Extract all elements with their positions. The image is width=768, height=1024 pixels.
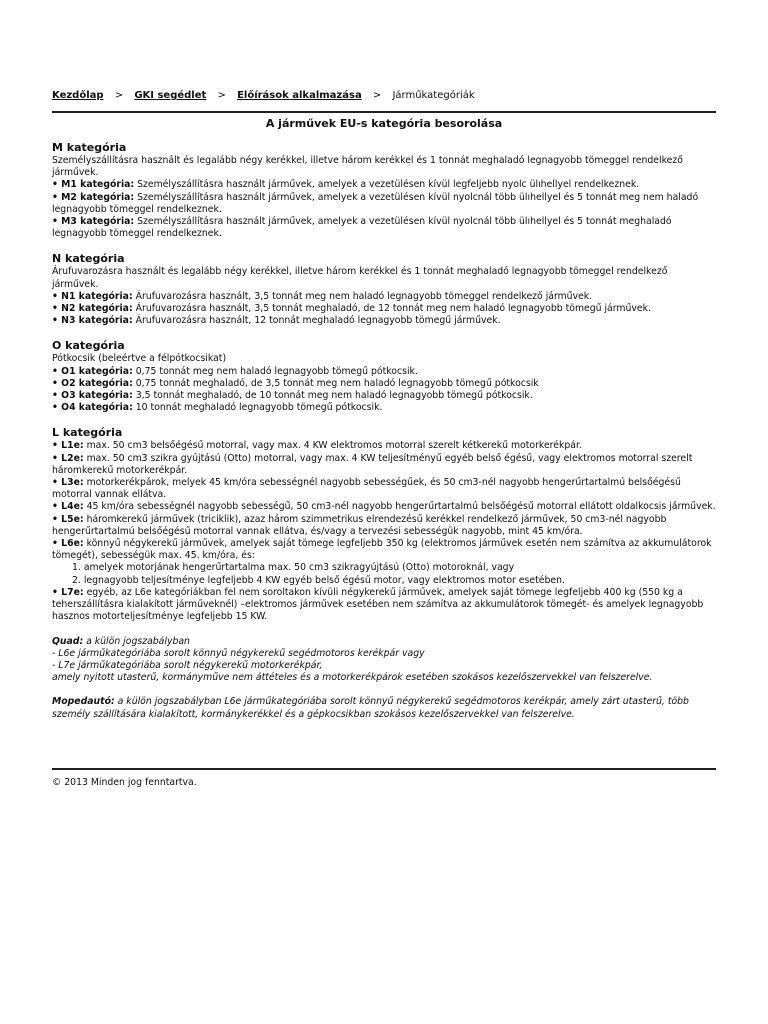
sub-list-item: 1. amelyek motorjának hengerűrtartalma max. 50 cm3 szikragyújtású (Otto) motoroknál, vagy [72,562,515,574]
section-heading: N kategória [52,252,125,266]
item-label: • L5e: [52,513,84,525]
item-label: • O4 kategória: [52,402,133,414]
list-item [52,179,716,191]
item-text: Személyszállításra használt járművek, amelyek a vezetülésen kívül legfeljebb nyolc ülıhellyel rendelkeznek. [134,179,640,191]
item-text: háromkerekű járművek (triciklik), azaz három szimmetrikus elrendezésű kerékkel rendelkező járművek, 50 cm3-nél nagyobb hengerűrtartalmú belsőégésű motorral vannak ellátva, és/vagy a tervezési sebességük nagyobb, mint 45 km/óra. [52,513,667,537]
moped-text: a külön jogszabályban L6e járműkategóriába sorolt könnyű négykerekű segédmotoros kerékpár, amely zárt utasterű, több személy szállítására kialakított, kormánykerékkel és a gépkocsikban szokásos kezelőszervekkel van felszerelve. [52,696,689,720]
section-m [52,141,716,240]
item-text: max. 50 cm3 szikra gyújtású (Otto) motorral, vagy max. 4 KW teljesítményű egyéb belső égésű, vagy elektromos motorral szerelt háromkerekű motorkerékpár. [52,452,693,476]
item-label: • M2 kategória: [52,191,135,203]
list-item [52,440,716,452]
list-item [52,378,716,390]
breadcrumb-current: Járműkategóriák [392,90,475,101]
section-intro: Pótkocsik (beleértve a félpótkocsikat) [52,353,227,365]
item-label: • L3e: [52,477,84,489]
list-item [52,453,716,477]
list-item [52,192,716,216]
breadcrumb-link-home[interactable]: Kezdőlap [52,90,104,101]
item-text: Személyszállításra használt járművek, amelyek a vezetülésen kívül nyolcnál több ülıhellyel és 5 tonnát meg nem haladó legnagyobb tömeggel rendelkeznek. [52,191,699,215]
item-label: • L7e: [52,586,84,598]
item-label: • L4e: [52,501,84,513]
section-n [52,252,716,327]
quad-note-line: - L6e járműkategóriába sorolt könnyű négykerekű segédmotoros kerékpár vagy [52,647,425,659]
section-heading: M kategória [52,141,127,154]
list-item [52,587,716,624]
footer-divider [52,768,716,770]
list-item [52,501,716,513]
list-item [52,315,716,327]
list-item [52,366,716,378]
item-text: 45 km/óra sebességnél nagyobb sebességű, 50 cm3-nél nagyobb hengerűrtartalmú belsőégésű motorral ellátott oldalkocsis járművek. [83,501,716,513]
list-item [52,477,716,501]
section-o [52,339,716,414]
item-label: • O2 kategória: [52,377,133,389]
quad-note-line: amely nyitott utasterű, kormányművе nem áttételes és a motorkerékpárok esetében szokásos kezelőszervekkel van felszerelve. [52,672,653,684]
breadcrumb-separator: > [114,90,124,101]
item-text: max. 50 cm3 belsőégésű motorral, vagy max. 4 KW elektromos motorral szerelt kétkerekű motorkerékpár. [83,440,582,452]
item-label: • N1 kategória: [52,290,133,302]
main-content [52,141,716,721]
quad-note-line: - L7e járműkategóriába sorolt négykerekű motorkerékpár, [52,659,323,671]
item-label: • N3 kategória: [52,315,133,327]
item-text: Árufuvarozásra használt, 3,5 tonnát meg nem haladó legnagyobb tömeggel rendelkező járművek. [132,290,593,302]
breadcrumb-link-gki[interactable]: GKI segédlet [134,90,207,101]
list-item [52,390,716,402]
list-item [52,514,716,538]
list-item [52,402,716,414]
moped-note [52,696,716,720]
page-title: A járművek EU-s kategória besorolása [265,117,503,130]
item-label: • L1e: [52,440,84,452]
item-text: egyéb, az L6e kategóriákban fel nem soroltakon kívüli négykerekű járművek, amelyek saját tömege legfeljebb 400 kg (550 kg a teherszállításra kialakított járműveknél) –elektromos járművek esetében nem számítva az akkumulátorok tömegét- és amelyek legnagyobb hasznos motorteljesítménye legfeljebb 15 KW. [52,586,704,623]
breadcrumb-separator: > [372,90,382,101]
list-item [52,538,716,562]
item-text: motorkerékpárok, melyek 45 km/óra sebességnél nagyobb sebességűek, és 50 cm3-nél nagyobb hengerűrtartalmú belsőégésű motorral vannak ellátva. [52,477,681,501]
item-label: • O3 kategória: [52,390,133,402]
item-label: • L2e: [52,452,84,464]
notes [52,636,716,721]
item-text: 3,5 tonnát meghaladó, de 10 tonnát meg nem haladó legnagyobb tömegű pótkocsik. [132,390,533,402]
section-intro: Személyszállításra használt és legalább négy kerékkel, illetve három kerékkel és 1 tonnát meghaladó legnagyobb tömeggel rendelkező járművek. [52,155,683,179]
item-text: Árufuvarozásra használt, 3,5 tonnát meghaladó, de 12 tonnát meg nem haladó legnagyobb tömegű járművek. [132,303,651,315]
section-l [52,426,716,623]
list-item [52,303,716,315]
breadcrumb-separator: > [217,90,226,101]
quad-label: Quad: [52,635,84,647]
quad-note [52,636,716,648]
sub-list-item: 2. legnagyobb teljesítménye legfeljebb 4 KW egyéb belső égésű motor, vagy elektromos motor esetében. [72,574,565,586]
item-label: • M1 kategória: [52,179,135,191]
item-text: 0,75 tonnát meg nem haladó legnagyobb tömegű pótkocsik. [132,365,418,377]
quad-text: a külön jogszabályban [83,635,190,647]
moped-label: Mopedautó: [52,696,115,708]
list-item [52,291,716,303]
section-heading: L kategória [52,426,123,440]
copyright-text: © 2013 Minden jog fenntartva. [52,777,197,788]
item-label: • O1 kategória: [52,365,133,377]
item-label: • M3 kategória: [52,216,135,228]
item-label: • L6e: [52,538,84,550]
item-text: könnyű négykerekű járművek, amelyek saját tömege legfeljebb 350 kg (elektromos járművek esetén nem számítva az akkumulátorok tömegét), sebességük max. 45. km/óra, és: [52,538,712,562]
breadcrumb [52,89,475,102]
section-intro: Árufuvarozásra használt és legalább négy kerékkel, illetve három kerékkel és 1 tonnát meghaladó legnagyobb tömeggel rendelkező járművek. [52,266,668,290]
item-text: 0,75 tonnát meghaladó, de 3,5 tonnát meg nem haladó legnagyobb tömegű pótkocsik [132,377,539,389]
item-label: • N2 kategória: [52,303,133,315]
item-text: 10 tonnát meghaladó legnagyobb tömegű pótkocsik. [132,402,383,414]
list-item [52,216,716,240]
item-text: Árufuvarozásra használt, 12 tonnát meghaladó legnagyobb tömegű járművek. [132,315,501,327]
header-divider [52,111,716,113]
item-text: Személyszállításra használt járművek, amelyek a vezetülésen kívül nyolcnál több ülıhellyel és 5 tonnát meghaladó legnagyobb tömeggel rendelkeznek. [52,216,672,240]
breadcrumb-link-rules[interactable]: Előírások alkalmazása [237,90,362,101]
section-heading: O kategória [52,339,125,353]
